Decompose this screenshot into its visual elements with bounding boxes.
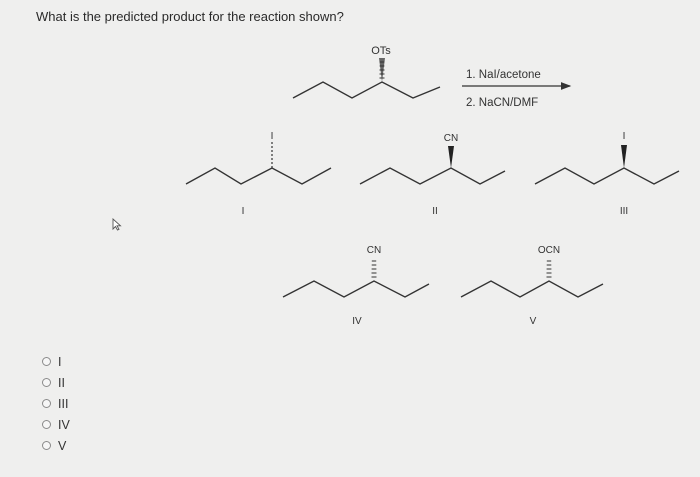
reactant-molecule [293, 45, 440, 98]
radio-button[interactable] [42, 357, 51, 366]
product-iii-label: III [619, 206, 629, 217]
product-iv [283, 245, 429, 327]
product-v [461, 245, 603, 327]
condition-step2: 2. NaCN/DMF [466, 97, 539, 109]
reactant-substituent: OTs [371, 45, 391, 57]
product-i-label: I [241, 206, 245, 217]
product-ii [360, 133, 505, 217]
radio-button[interactable] [42, 378, 51, 387]
condition-step1: 1. NaI/acetone [466, 69, 541, 81]
question-text: What is the predicted product for the reaction shown? [36, 9, 344, 24]
product-i [186, 131, 331, 217]
option-iii[interactable]: III [42, 395, 70, 412]
product-i-substituent: I [270, 131, 274, 142]
product-ii-label: II [432, 206, 438, 217]
option-iv[interactable]: IV [42, 416, 70, 433]
product-iv-substituent: CN [366, 245, 382, 256]
product-iii-substituent: I [622, 131, 626, 142]
product-iv-label: IV [352, 316, 362, 327]
radio-button[interactable] [42, 399, 51, 408]
mouse-cursor-icon [112, 218, 122, 231]
product-ii-substituent: CN [443, 133, 459, 144]
product-iii [535, 131, 679, 217]
radio-button[interactable] [42, 420, 51, 429]
product-v-label: V [529, 316, 537, 327]
product-v-substituent: OCN [537, 245, 561, 256]
option-ii[interactable]: II [42, 374, 70, 391]
option-v[interactable]: V [42, 437, 70, 454]
answer-options [42, 353, 70, 454]
option-i[interactable]: I [42, 353, 70, 370]
radio-button[interactable] [42, 441, 51, 450]
